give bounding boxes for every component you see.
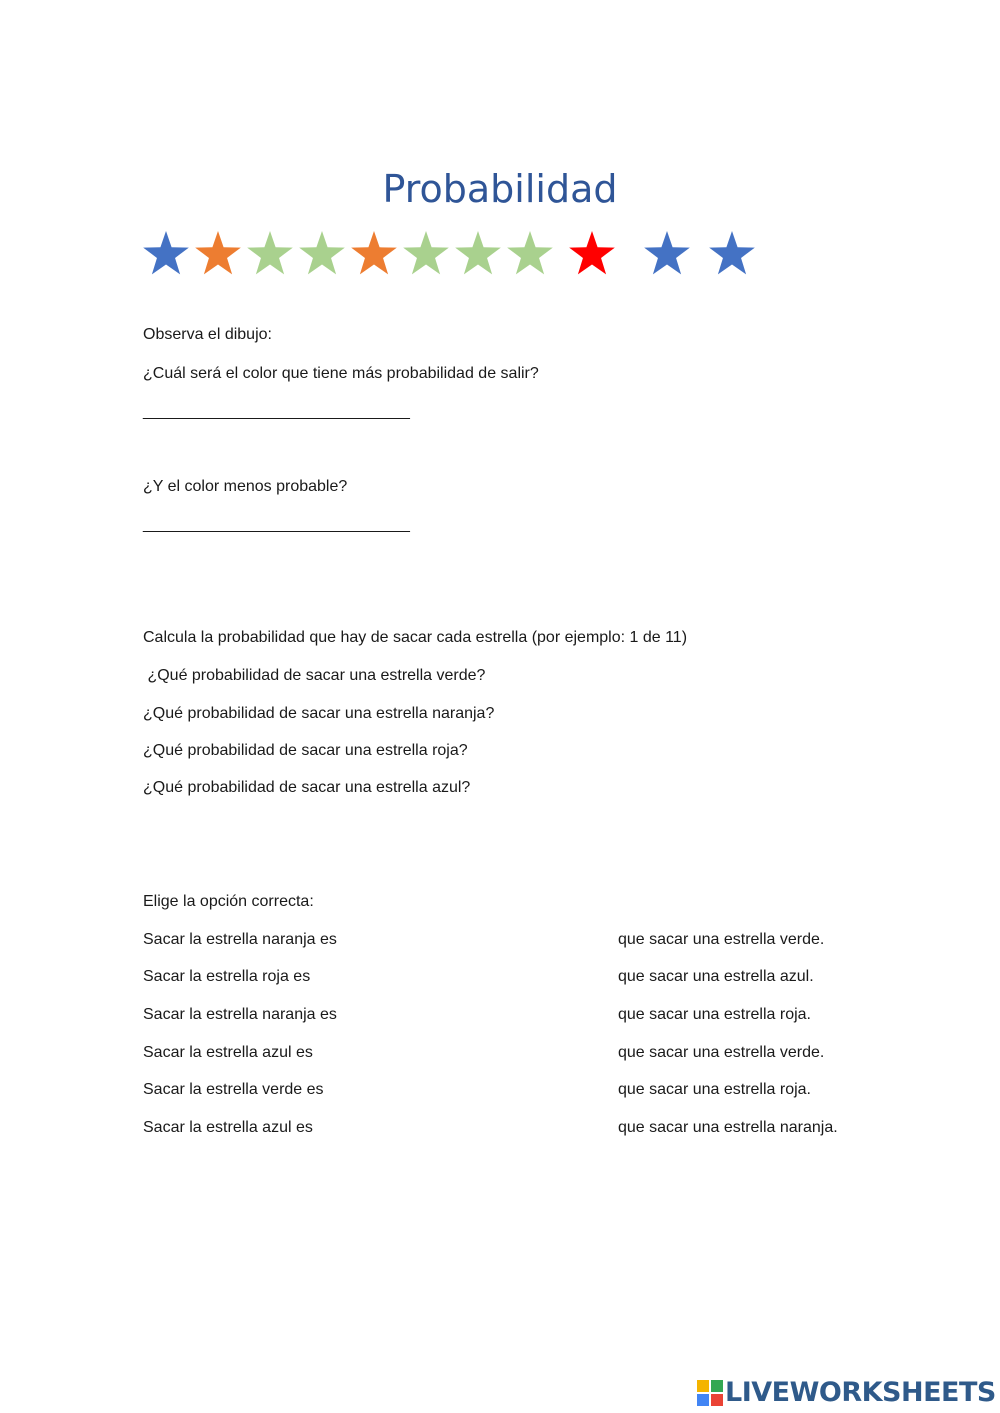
liveworksheets-logo bbox=[697, 1376, 997, 1410]
compare-right: que sacar una estrella roja. bbox=[618, 1006, 811, 1023]
logo-text: LIVEWORKSHEETS bbox=[725, 1377, 996, 1408]
question-least-probable: ¿Y el color menos probable? bbox=[143, 478, 348, 495]
stars-row bbox=[0, 228, 1000, 288]
compare-left: Sacar la estrella naranja es bbox=[143, 1006, 337, 1023]
star-icon-green bbox=[297, 228, 347, 278]
star-icon-red bbox=[567, 228, 617, 278]
answer-blank-most-probable[interactable]: ______________________________ bbox=[143, 403, 410, 420]
compare-right: que sacar una estrella azul. bbox=[618, 968, 814, 985]
question-orange: ¿Qué probabilidad de sacar una estrella naranja? bbox=[143, 705, 495, 722]
calculate-instructions: Calcula la probabilidad que hay de sacar cada estrella (por ejemplo: 1 de 11) bbox=[143, 629, 688, 646]
star-icon-blue bbox=[642, 228, 692, 278]
star-icon-green bbox=[401, 228, 451, 278]
star-icon-green bbox=[505, 228, 555, 278]
choose-instructions: Elige la opción correcta: bbox=[143, 893, 314, 910]
star-icon-orange bbox=[349, 228, 399, 278]
compare-left: Sacar la estrella azul es bbox=[143, 1044, 313, 1061]
liveworksheets-logo-icon bbox=[697, 1380, 723, 1406]
star-icon-green bbox=[453, 228, 503, 278]
question-green: ¿Qué probabilidad de sacar una estrella verde? bbox=[143, 667, 486, 684]
compare-right: que sacar una estrella verde. bbox=[618, 1044, 825, 1061]
compare-right: que sacar una estrella roja. bbox=[618, 1081, 811, 1098]
star-icon-blue bbox=[707, 228, 757, 278]
question-red: ¿Qué probabilidad de sacar una estrella roja? bbox=[143, 742, 468, 759]
compare-left: Sacar la estrella roja es bbox=[143, 968, 311, 985]
answer-blank-least-probable[interactable]: ______________________________ bbox=[143, 516, 410, 533]
star-icon-green bbox=[245, 228, 295, 278]
compare-right: que sacar una estrella verde. bbox=[618, 931, 825, 948]
compare-left: Sacar la estrella naranja es bbox=[143, 931, 337, 948]
compare-right: que sacar una estrella naranja. bbox=[618, 1119, 838, 1136]
page-title: Probabilidad bbox=[382, 167, 618, 212]
observe-label: Observa el dibujo: bbox=[143, 326, 272, 343]
star-icon-orange bbox=[193, 228, 243, 278]
compare-left: Sacar la estrella verde es bbox=[143, 1081, 324, 1098]
question-most-probable: ¿Cuál será el color que tiene más probabilidad de salir? bbox=[143, 365, 539, 382]
compare-left: Sacar la estrella azul es bbox=[143, 1119, 313, 1136]
question-blue: ¿Qué probabilidad de sacar una estrella azul? bbox=[143, 779, 471, 796]
star-icon-blue bbox=[141, 228, 191, 278]
